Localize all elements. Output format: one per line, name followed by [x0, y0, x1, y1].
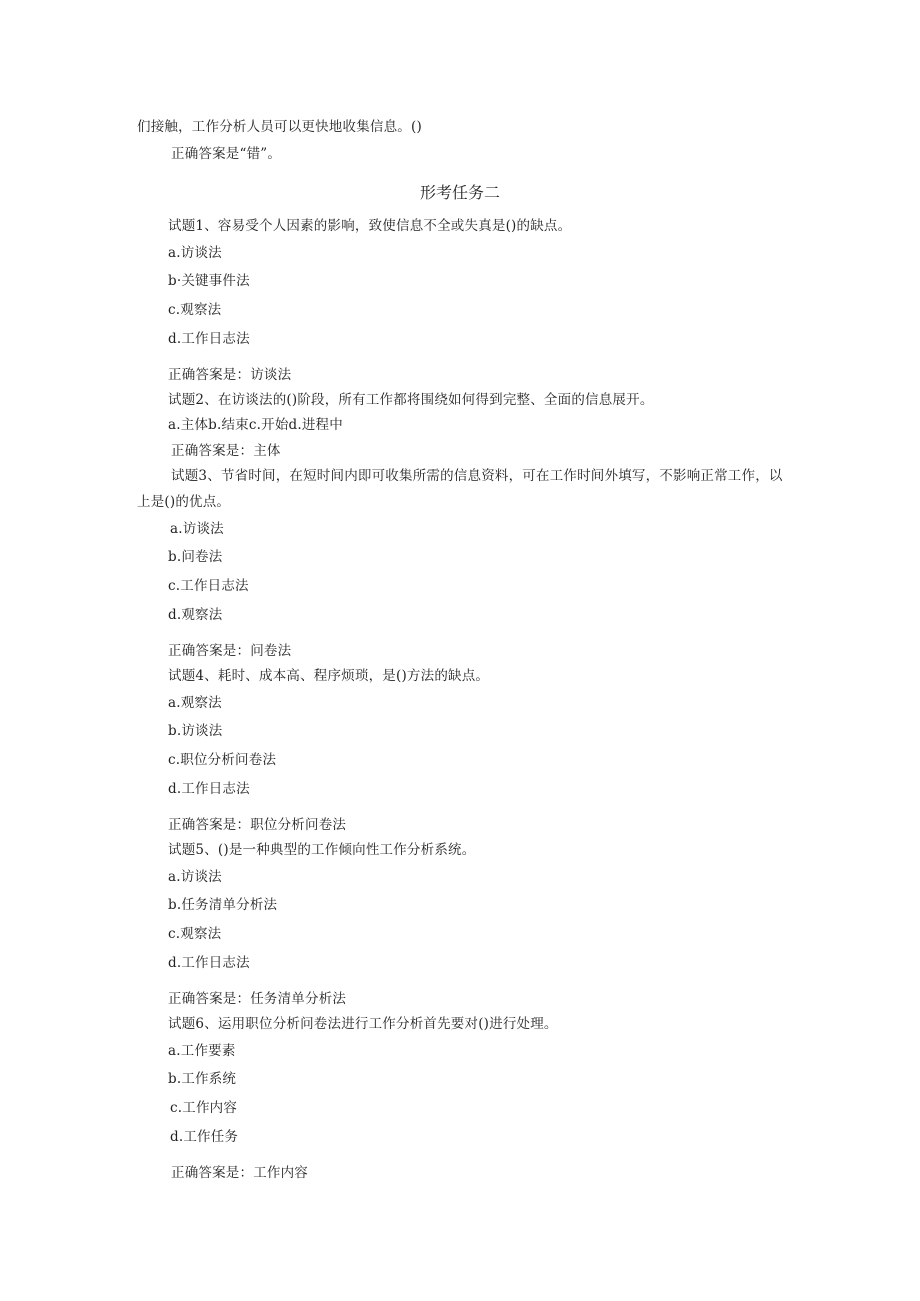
question-5-option-b: b.任务清单分析法	[168, 897, 278, 913]
question-1-option-a: a.访谈法	[168, 245, 222, 261]
question-6-answer: 正确答案是：工作内容	[171, 1165, 308, 1181]
question-1-stem: 试题1、容易受个人因素的影响，致使信息不全或失真是()的缺点。	[168, 218, 572, 234]
question-5-option-a: a.访谈法	[168, 869, 222, 885]
question-2-options: a.主体b.结束c.开始d.进程中	[168, 417, 343, 433]
question-3-option-a: a.访谈法	[170, 521, 224, 537]
question-4-option-d: d.工作日志法	[168, 781, 250, 797]
question-3-stem: 试题3、节省时间，在短时间内即可收集所需的信息资料，可在工作时间外填写，不影响正常工作，以上是()的优点。	[137, 468, 783, 510]
question-2-answer: 正确答案是：主体	[171, 443, 281, 459]
question-6-option-a: a.工作要素	[168, 1043, 236, 1059]
question-5-answer: 正确答案是：任务清单分析法	[168, 991, 347, 1007]
question-4-answer: 正确答案是：职位分析问卷法	[168, 817, 347, 833]
question-6-option-b: b.工作系统	[168, 1071, 237, 1087]
question-4-stem: 试题4、耗时、成本高、程序烦琐，是()方法的缺点。	[168, 668, 490, 684]
question-6-option-c: c.工作内容	[170, 1100, 238, 1116]
question-6-option-d: d.工作任务	[170, 1129, 239, 1145]
question-1-option-b: b·关键事件法	[168, 273, 250, 289]
question-3-option-c: c.工作日志法	[168, 578, 249, 594]
question-1-answer: 正确答案是：访谈法	[168, 367, 292, 383]
question-1-option-c: c.观察法	[168, 302, 222, 318]
question-4-option-c: c.职位分析问卷法	[168, 752, 277, 768]
question-6-stem: 试题6、运用职位分析问卷法进行工作分析首先要对()进行处理。	[168, 1016, 558, 1032]
section-title: 形考任务二	[419, 183, 500, 202]
question-2-stem: 试题2、在访谈法的()阶段，所有工作都将围绕如何得到完整、全面的信息展开。	[168, 392, 654, 408]
question-4-option-b: b.访谈法	[168, 723, 223, 739]
intro-answer: 正确答案是“错”。	[171, 146, 282, 162]
question-5-option-c: c.观察法	[168, 926, 222, 942]
question-3-option-d: d.观察法	[168, 607, 223, 623]
question-1-option-d: d.工作日志法	[168, 331, 250, 347]
question-5-option-d: d.工作日志法	[168, 955, 250, 971]
question-3-answer: 正确答案是：问卷法	[168, 643, 292, 659]
intro-continuation: 们接触，工作分析人员可以更快地收集信息。()	[137, 119, 422, 135]
question-5-stem: 试题5、()是一种典型的工作倾向性工作分析系统。	[168, 842, 476, 858]
question-4-option-a: a.观察法	[168, 695, 222, 711]
question-3-option-b: b.问卷法	[168, 549, 223, 565]
